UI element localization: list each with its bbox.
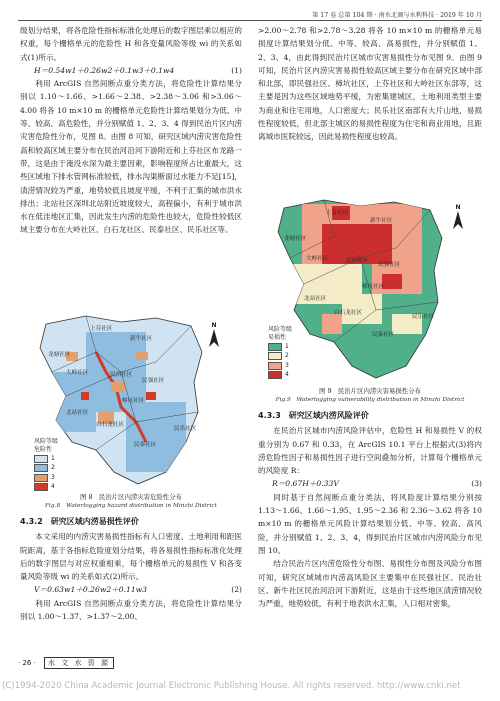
fig8-label-minzhi: 民治社区 xyxy=(110,372,133,378)
left-column-bottom xyxy=(20,512,242,623)
left-column-top xyxy=(20,24,242,237)
section-4-3-3-heading: 4.3.3 研究区域内涝风险评价 xyxy=(258,411,369,420)
formula-3-number: (3) xyxy=(471,479,482,489)
formula-1-expr: H＝0.54w1＋0.26w2＋0.1w3＋0.1w4 xyxy=(34,65,175,75)
formula-1-number: (1) xyxy=(231,65,242,75)
fig8-legend-row-2: 2 xyxy=(34,464,58,474)
figure-9-caption: 图 9 民治片区内涝灾害易损性分布 xyxy=(319,387,421,395)
header-rule xyxy=(18,20,482,21)
fig9-legend-title-1: 风险等级 xyxy=(268,326,293,333)
fig9-north-arrow xyxy=(448,204,468,231)
left-paragraph-2: 利用 ArcGIS 自然间断点重分类方法，将危险性计算结果分别以 1.10～1.66、>1.66～2.38、>2.38～3.06 和>3.06～4.00 将各 10 m×10 m 的栅格单元危险性计算结果划分为低、中等、较高、高危险性，并分别赋值 1、2、3、4 得到民治片区内涝灾害危险性分布，见图 8。由图 8 可知，研究区域内涝灾害危险性高和较高区域主要分布在民治河沿河下游附近和上芬社区布龙路一带，这是由于淹没水深为最主要因素，影响程度所占比重最大，这些区域地下排水管网标准较低，排水沟渠断面过水能力不足[15]，渍涝情况较为严重，地势较低且坡度平缓，不利于汇集的城市洪水排出；北站社区深圳北站附近坡度较大，高程偏小，有利于城市洪水在低洼地区汇集，因此发生内涝的危险性也较大，危险性较低区域主要分布在大岭社区、白石龙社区、民泰社区、民乐社区等。 xyxy=(20,79,242,235)
fig8-legend-title-2: 危险性 xyxy=(34,446,53,453)
fig9-label-beizhan: 北站社区 xyxy=(304,296,327,302)
figure-8-caption-en: Fig.8 Waterlogging hazard distribution in Minzhi District xyxy=(45,503,217,509)
fig8-legend-row-3: 3 xyxy=(34,473,58,483)
fig9-legend xyxy=(268,326,292,380)
section-4-3-2-heading: 4.3.2 研究区域内涝易损性评价 xyxy=(20,517,139,526)
fig9-label-longtang: 龙塘社区 xyxy=(284,236,307,242)
fig8-label-shangfen: 上芬社区 xyxy=(90,326,113,332)
north-arrow-icon xyxy=(207,329,221,347)
north-arrow-icon xyxy=(451,211,465,229)
figure-8-map xyxy=(26,312,240,490)
right-paragraph-1: >2.00～2.78 和>2.78～3.28 将各 10 m×10 m 的栅格单元易损度计算结果划分低、中等、较高、高易损性，并分别赋值 1、2、3、4，由此得到民治片区城市灾害易损性分布见图 9。由图 9 可知，民治片区内涝灾害易损性较高区域主要分布在研究区域中部和北部，即民强社区、樟坑社区，上芬社区和大岭社区东部等，这主要是因为这些区域地势平缓，为密集建城区，土地利用类型主要为商业和住宅用地，人口密度大；民乐社区南部有大片山地，易损性程度较低，但北部主城区的易损性程度为住宅和商业用地，且距离城市医院较远，因此易损性程度也较高。 xyxy=(258,26,482,142)
fig9-legend-row-2: 2 xyxy=(268,352,292,362)
figure-8-caption: 图 8 民治片区内涝灾害危险性分布 xyxy=(80,493,182,501)
formula-2 xyxy=(20,583,242,596)
figure-9-map xyxy=(262,194,478,384)
fig9-north-label: N xyxy=(455,204,461,211)
fig8-label-zhangkeng: 樟坑社区 xyxy=(122,398,145,404)
fig9-legend-row-3: 3 xyxy=(268,361,292,371)
fig9-label-minqiang: 民强社区 xyxy=(378,262,401,268)
fig8-legend-row-4: 4 xyxy=(34,483,58,493)
fig9-legend-row-4: 4 xyxy=(268,371,292,381)
right-column-bottom xyxy=(258,406,482,610)
journal-section-box: 水 文 水 资 源 xyxy=(44,657,114,669)
fig9-label-shangfen: 上芬社区 xyxy=(326,210,349,216)
left-paragraph-4: 利用 ArcGIS 自然间断点重分类方法，将危险性计算结果分别以 1.00～1.37、>1.37～2.00、 xyxy=(20,598,242,622)
right-paragraph-2: 在民治片区城市内涝风险评估中，危险性 H 和易损性 V 的权重分别为 0.67 和 0.33，在 ArcGIS 10.1 平台上根据式(3)将内涝危险性因子和易损性因子进行空间叠加分析，计算每个栅格单元的风险度 R： xyxy=(258,426,482,476)
fig8-legend-row-1: 1 xyxy=(34,454,58,464)
fig9-label-mintai: 民泰社区 xyxy=(372,332,395,338)
right-paragraph-3: 同时基于自然间断点重分类法，将风险度计算结果分别按 1.13～1.66、1.66～1.95、1.95～2.36 和 2.36～3.62 将各 10 m×10 m 的栅格单元风险计算结果划分低、中等、较高、高风险，并分别赋值 1、2、3、4，得到民治片区城市内涝风险分布见图 10。 xyxy=(258,492,482,555)
right-column-top xyxy=(258,24,482,144)
fig8-label-longtang: 龙塘社区 xyxy=(48,352,71,358)
figure-9-caption-en: Fig.9 Waterlogging vulnerability distribution in Minzhi District xyxy=(275,397,465,403)
fig9-legend-title-2: 易损性 xyxy=(268,334,287,341)
fig8-label-xinniu: 新牛社区 xyxy=(130,336,153,342)
fig8-north-label: N xyxy=(211,322,217,329)
fig8-label-daling: 大岭社区 xyxy=(66,370,89,376)
fig9-label-minle: 民乐社区 xyxy=(412,314,435,320)
fig9-legend-row-1: 1 xyxy=(268,342,292,352)
fig9-label-zhangkeng: 樟坑社区 xyxy=(362,284,385,290)
formula-3-expr: R＝0.67H＋0.33V xyxy=(272,479,339,489)
formula-2-number: (2) xyxy=(231,585,242,595)
fig9-label-xinniu: 新牛社区 xyxy=(370,218,393,224)
fig8-legend-title-1: 风险等级 xyxy=(34,438,59,445)
page-number: · 26 · xyxy=(18,659,36,667)
formula-3 xyxy=(258,477,482,490)
fig8-north-arrow xyxy=(204,322,224,349)
fig9-label-daling: 大岭社区 xyxy=(306,256,329,262)
running-header: 第 17 卷 总第 104 期 · 南水北调与水利科技 · 2019 年 10 月 xyxy=(312,12,482,19)
fig8-label-baishilong: 白石龙社区 xyxy=(96,422,124,428)
fig9-label-baishilong: 白石龙社区 xyxy=(334,310,362,316)
formula-2-expr: V＝0.63w1＋0.26w2＋0.11w3 xyxy=(34,585,147,595)
fig8-label-minle: 民乐社区 xyxy=(174,426,197,432)
fig8-legend xyxy=(34,438,58,492)
fig8-label-minqiang: 民强社区 xyxy=(142,378,165,384)
copyright-line: (C)1994-2020 China Academic Journal Electronic Publishing House. All rights reserved. http://www.cnki.net xyxy=(2,681,461,691)
right-paragraph-4: 结合民治片区内涝危险性分布图、易损性分布图及风险分布图可知，研究区域城市内涝高风险区主要集中在民强社区、民治社区、新牛社区民治河沿河下游附近，这是由于这些地区渍涝情况较为严重，地势较低，有利于地表洪水汇集，人口相对密集， xyxy=(258,559,482,609)
fig9-label-minzhi: 民治社区 xyxy=(346,258,369,264)
left-paragraph-1: 级划分结果，将各危险性指标标准化处理后的数字图层乘以相应的权重，每个栅格单元的危险性 H 和各变量风险等级 wi 的关系如式(1)所示。 xyxy=(20,26,242,62)
left-paragraph-3: 本文采用的内涝灾害易损性指标有人口密度、土地利用和距医院距离，基于各指标危险度划分结果，将各易损性指标标准化处理后的数字图层与对应权重相乘，每个栅格单元的易损性 V 和各变量风险等级 wi 的关系如式(2)所示。 xyxy=(20,532,242,582)
formula-1 xyxy=(20,64,242,77)
fig8-label-mintai: 民泰社区 xyxy=(134,442,157,448)
fig8-label-beizhan: 北站社区 xyxy=(66,410,89,416)
page-footer xyxy=(18,657,114,669)
